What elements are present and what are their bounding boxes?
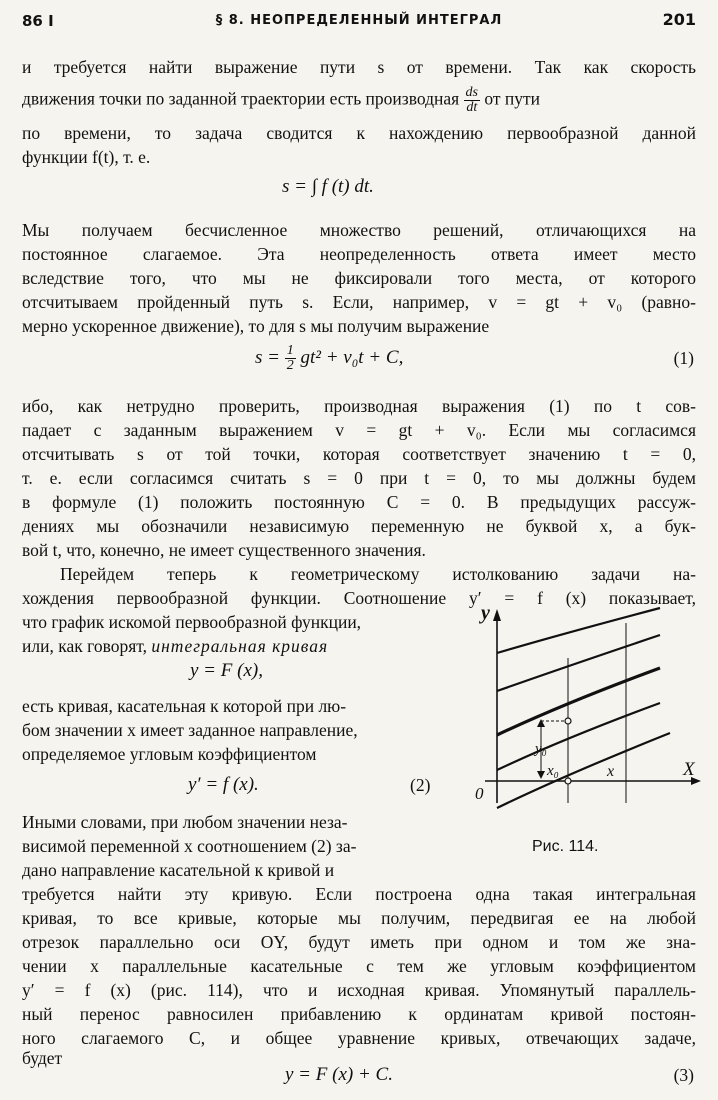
equation-1	[255, 343, 403, 373]
text-line: ибо, как нетрудно проверить, производная выражения (1) по t сов-	[22, 396, 696, 416]
text-line: отрезок параллельно оси OY, будут иметь при одном и том же зна-	[22, 932, 696, 952]
equation-2: y′ = f (x).	[188, 774, 259, 795]
text-line: чении x параллельные касательные с тем же угловым коэффициентом	[22, 956, 696, 976]
fraction-denominator: dt	[466, 100, 478, 115]
label-y0: y₀	[535, 741, 547, 757]
text-line: есть кривая, касательная к которой при лю-	[22, 696, 347, 716]
text-line: определяемое угловым коэффициентом	[22, 744, 317, 764]
integral-curve	[497, 733, 670, 808]
equation-3: y = F (x) + C.	[285, 1064, 393, 1085]
integral-curve	[497, 703, 660, 770]
text-line: вой t, что, конечно, не имеет существенного значения.	[22, 540, 426, 560]
text-fragment: от пути	[484, 88, 541, 109]
text-line: мерно ускоренное движение), то для s мы получим выражение	[22, 316, 490, 336]
tangent-point	[565, 718, 571, 724]
point-x0	[565, 778, 571, 784]
text-line: и требуется найти выражение пути s от времени. Так как скорость	[22, 57, 696, 77]
text-line: по времени, то задача сводится к нахождению первообразной данной	[22, 123, 696, 143]
text-line: требуется найти эту кривую. Если построена одна такая интегральная	[22, 884, 696, 904]
text-line: падает с заданным выражением v = gt + v₀. Если мы согласимся	[22, 420, 696, 440]
page-number: 201	[662, 10, 696, 29]
text-line: Мы получаем бесчисленное множество решений, отличающихся на	[22, 220, 696, 240]
text-line: отсчитываем пройденный путь s. Если, например, v = gt + v₀ (равно-	[22, 292, 696, 312]
emphasis-term: интегральная кривая	[151, 636, 329, 656]
equation-number: (3)	[673, 1065, 694, 1085]
text-line: Иными словами, при любом значении неза-	[22, 812, 348, 832]
text-line: дано направление касательной к кривой и	[22, 860, 335, 880]
text-line	[22, 85, 696, 115]
text-line: функции f(t), т. е.	[22, 147, 151, 167]
text-line: в формуле (1) положить постоянную C = 0. В предыдущих рассуж-	[22, 492, 696, 512]
text-line: т. е. если согласимся считать s = 0 при t = 0, то мы должны будем	[22, 468, 696, 488]
axis-label-y: y	[481, 603, 490, 624]
y-axis-arrow	[493, 609, 501, 621]
text-line: y′ = f (x) (рис. 114), что и исходная кривая. Упомянутый параллель-	[22, 980, 696, 1000]
equation: y = F (x),	[190, 660, 263, 681]
text-line: висимой переменной x соотношением (2) за-	[22, 836, 357, 856]
fraction-numerator: 1	[286, 343, 294, 359]
fraction-numerator: ds	[465, 85, 478, 100]
section-title: § 8. НЕОПРЕДЕЛЕННЫЙ ИНТЕГРАЛ	[215, 13, 503, 28]
text-line: Перейдем теперь к геометрическому истолкованию задачи на-	[60, 564, 696, 584]
arrow-head-up	[537, 719, 545, 727]
integral-curve-highlighted	[497, 668, 660, 735]
text-line: ного слагаемого C, и общее уравнение кривых, отвечающих задаче,	[22, 1028, 696, 1048]
origin-label: 0	[475, 784, 484, 803]
text-line: что график искомой первообразной функции,	[22, 612, 362, 632]
integral-curves-figure	[455, 603, 705, 818]
text-line: будет	[22, 1048, 63, 1068]
integral-curve	[497, 608, 660, 653]
arrow-head-down	[537, 771, 545, 779]
fraction-denominator: 2	[286, 358, 294, 374]
equation-number: (1)	[673, 348, 694, 368]
text-line: ный перенос равносилен прибавлению к ординатам кривой постоян-	[22, 1004, 696, 1024]
equation-lhs: s =	[255, 347, 280, 368]
text-line: вследствие того, что мы не фиксировали того места, от которого	[22, 268, 696, 288]
text-line: кривая, то все кривые, которые мы получим, передвигая ее на любой	[22, 908, 696, 928]
text-line: дениях мы обозначили независимую переменную не буквой x, а бук-	[22, 516, 696, 536]
axis-label-x: X	[683, 759, 695, 780]
equation-rhs: gt² + v₀t + C,	[300, 347, 404, 368]
figure-caption: Рис. 114.	[532, 838, 599, 855]
page-number-left: 86 I	[22, 12, 54, 30]
text-line: хождения первообразной функции. Соотношение y′ = f (x) показывает,	[22, 588, 696, 608]
half-fraction	[285, 344, 296, 373]
integral-curve	[497, 635, 660, 691]
text-fragment: или, как говорят,	[22, 636, 147, 656]
text-line: постоянное слагаемое. Эта неопределенность ответа имеет место	[22, 244, 696, 264]
equation: s = ∫ f (t) dt.	[282, 176, 374, 197]
text-fragment: движения точки по заданной траектории есть производная	[22, 88, 460, 109]
running-header	[22, 10, 696, 34]
label-x: x	[607, 763, 615, 780]
derivative-fraction	[464, 86, 480, 115]
text-line: бом значении x имеет заданное направление,	[22, 720, 358, 740]
equation-number: (2)	[410, 775, 431, 795]
label-x0: x₀	[547, 763, 559, 779]
text-line: отсчитывать s от той точки, которая соответствует значению t = 0,	[22, 444, 696, 464]
